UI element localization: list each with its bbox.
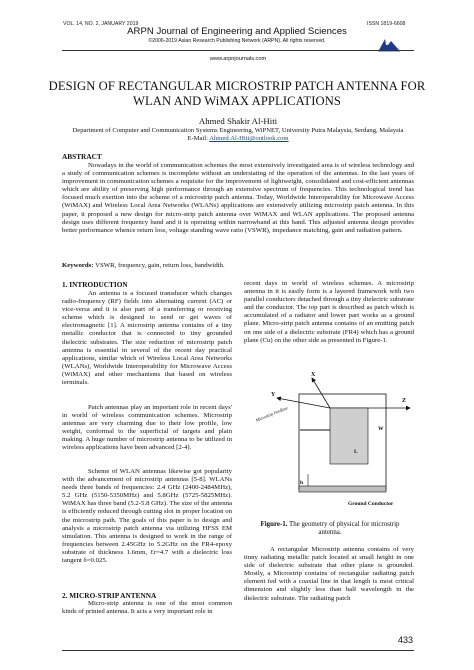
intro-paragraph-3: Scheme of WLAN antennas likewise got popularity with the advancement of microstrip antennas [5-8]. WLANs needs three bands of frequencies: 2.4 GHz (2400-2484MHz), 5.2 GHz (5150-5350MHz) and 5.8GHz (5725-5825MHz). WiMAX has three band (5.2-5.8 GHz). The size of the antenna is efficiently reduced through cutting slot in proper location on the microstrip path. The goals of this paper is to design and analysis a microstrip patch antenna via utilizing HFSS EM simulation. This antenna is designed to work in the range of frequencies between 2.45GHz to 5.2GHz on the FR4-epoxy substrate of thickness 1.6mm, Ɛr=4.7 with a dielectric loss tangent δ=0.025.	[62, 468, 232, 565]
width-label: W	[378, 426, 384, 432]
axis-z-label: Z	[402, 398, 407, 404]
volume-info: VOL. 14, NO. 2, JANUARY 2019	[63, 21, 139, 27]
keywords-text: VSWR, frequency, gain, return loss, bandwidth.	[95, 262, 225, 269]
page-number: 433	[398, 635, 414, 645]
keywords-label: Keywords:	[62, 262, 94, 269]
right-paragraph-2: A rectangular Microstrip antenna contains of very tinny radiating metallic patch located at small height in one side of dielectric substrate that other plane is grounded. Mostly, a Microstrip contains of rectangular radiating patch element fed with a coaxial line in that length is most critical dimension and slightly less than half wavelength in the dielectric substrate. The radiating patch	[244, 546, 414, 602]
intro-heading: 1. INTRODUCTION	[62, 280, 128, 289]
intro-paragraph-2: Patch antennas play an important role in recent days' in world of wireless communication schemes. Microstrip antennas are very charming due to their low profile, low weight, conformal to the superficial of targets and plain making. A huge number of microstrip antenna to be utilized in wireless applications have been advanced [2-4].	[62, 404, 232, 452]
height-label: h	[300, 480, 304, 486]
title-line-2: WLAN AND WiMAX APPLICATIONS	[132, 94, 342, 108]
title-line-1: DESIGN OF RECTANGULAR MICROSTRIP PATCH ANTENNA FOR	[48, 79, 426, 93]
abstract-heading: ABSTRACT	[62, 152, 102, 161]
issn: ISSN 1819-6608	[367, 21, 406, 27]
affiliation: Department of Computer and Communication Systems Engineering, WiPNET, University Putra Malaysia, Serdang, Malaysia	[72, 127, 404, 134]
email-label: E-Mail:	[187, 135, 208, 142]
feedline-label: Microstrip Feedline	[255, 405, 289, 423]
section2-heading: 2. MICRO-STRIP ANTENNA	[62, 591, 157, 600]
ground-plane	[299, 486, 386, 492]
intro-paragraph-1: An antenna is a focused transducer which changes radio-frequency (RF) fields into alternating current (AC) or vice-versa and it is also part of a transferring or receiving scheme which is designed to send or get waves of electromagnetic [1]. A microstrip antenna contains of a tiny metallic conductor that is connected to tiny grounded dielectric substrates. The size reduction of microstrip patch antenna is essential in several of the recent day practical applications, similar which of Wireless Local Area Networks (WLANs), Worldwide Interoperability for Microwave Access (WiMAX) and other mechanisms that based on wireless terminals.	[62, 290, 232, 387]
author-name: Ahmed Shakir Al-Hiti	[198, 116, 278, 126]
axis-x-label: X	[311, 372, 316, 378]
ground-conductor-label: Ground Conductor	[348, 501, 394, 507]
keywords	[62, 262, 414, 269]
x-axis-line	[312, 378, 330, 408]
antenna-geometry-figure	[252, 368, 412, 516]
radiating-patch	[330, 408, 368, 464]
journal-url: www.arpnjournals.com	[209, 56, 267, 62]
figure-caption-text: The geometry of physical for microstrip antenna.	[289, 521, 400, 537]
figure-label: Figure-1.	[260, 521, 288, 528]
journal-name: ARPN Journal of Engineering and Applied Sciences	[127, 26, 347, 37]
header-rule	[62, 50, 414, 51]
copyright-line: ©2006-2019 Asian Research Publishing Network (ARPN). All rights reserved.	[148, 38, 326, 44]
footer-rule	[62, 650, 414, 651]
abstract-text: Nowadays in the world of communication schemes the most extensively investigated area is of wireless technology and a study of communication schemes is incomplete without an understating of the operation of the antennas. In the last years of improvement in communication schemes a requisite for the improvement of lightweight, consolidated and cost-efficient antennas which are ability of preserving high performance through an extensive spectrum of frequencies. This technological trend has focused much exertion into the scheme of a microstrip patch antenna. Today, Worldwide Interoperability for Microwave Access (WiMAX) and Wireless Local Area Networks (WLANs) applications are extensively utilizing microstrip patch antenna. In this paper, it proposed a new design for micro-strip patch antenna over WiMAX and WLAN applications. The proposed antenna design uses different frequency band and it is operating within narrowband at this band. This adjusted antenna design provides better performance whence return loss, voltage standing wave ratio (VSWR), impedance matching, gain and radiation pattern.	[62, 162, 414, 234]
paper-title	[40, 79, 434, 109]
section2-paragraph-1: Micro-strip antenna is one of the most common kinds of printed antenna. It acts a very important role in	[62, 600, 232, 616]
axis-y-label: Y	[271, 392, 276, 398]
length-label: L	[354, 449, 358, 455]
email-line	[62, 135, 414, 143]
figure-caption	[250, 521, 410, 537]
email-link[interactable]: Ahmed.Al-Hiti@outlook.com	[209, 135, 289, 142]
right-paragraph-1: recent days in world of wireless schemes. A microstrip antenna in it is easily form is a layered framework with two parallel conductors detached through a tiny dielectric substrate and the conductor. The top part is described as patch which is accumulated of a radiator and lower part works as a ground plane. Micro-strip patch antenna contains of an emitting patch on one side of a dielectric substrate (FR4) which has a ground plane (Cu) on the other side as presented in Figure-1.	[244, 280, 414, 344]
